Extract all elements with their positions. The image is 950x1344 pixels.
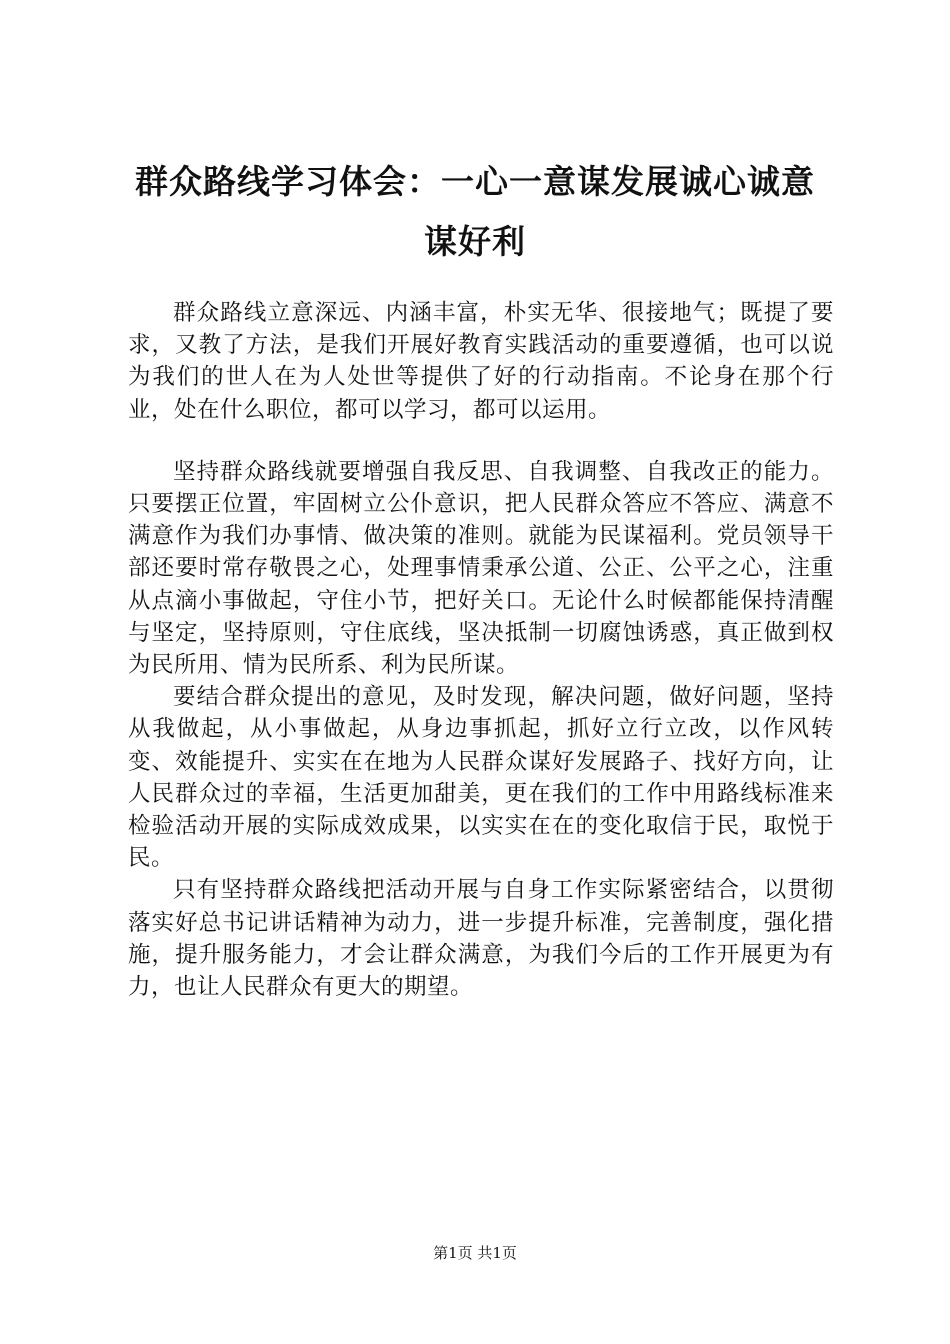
document-body — [128, 297, 834, 1003]
paragraph-4: 只有坚持群众路线把活动开展与自身工作实际紧密结合，以贯彻落实好总书记讲话精神为动力，进一步提升标准，完善制度，强化措施，提升服务能力，才会让群众满意，为我们今后的工作开展更为有力，也让人民群众有更大的期望。 — [128, 877, 834, 1001]
paragraph-1: 群众路线立意深远、内涵丰富，朴实无华、很接地气；既提了要求，又教了方法，是我们开展好教育实践活动的重要遵循，也可以说为我们的世人在为人处世等提供了好的行动指南。不论身在那个行业，处在什么职位，都可以学习，都可以运用。 — [128, 300, 834, 423]
document-title-line-1: 群众路线学习体会：一心一意谋发展诚心诚意 — [135, 162, 815, 201]
paragraph-3: 要结合群众提出的意见，及时发现，解决问题，做好问题，坚持从我做起，从小事做起，从身边事抓起，抓好立行立改，以作风转变、效能提升、实实在在地为人民群众谋好发展路子、找好方向，让人民群众过的幸福，生活更加甜美，更在我们的工作中用路线标准来检验活动开展的实际成效成果，以实实在在的变化取信于民，取悦于民。 — [128, 684, 834, 872]
page-footer: 第1页 共1页 — [433, 1244, 517, 1262]
paragraph-2: 坚持群众路线就要增强自我反思、自我调整、自我改正的能力。只要摆正位置，牢固树立公仆意识，把人民群众答应不答应、满意不满意作为我们办事情、做决策的准则。就能为民谋福利。党员领导干部还要时常存敬畏之心，处理事情秉承公道、公正、公平之心，注重从点滴小事做起，守住小节，把好关口。无论什么时候都能保持清醒与坚定，坚持原则，守住底线，坚决抵制一切腐蚀诱惑，真正做到权为民所用、情为民所系、利为民所谋。 — [128, 458, 834, 679]
document-title-line-2: 谋好利 — [424, 222, 526, 261]
